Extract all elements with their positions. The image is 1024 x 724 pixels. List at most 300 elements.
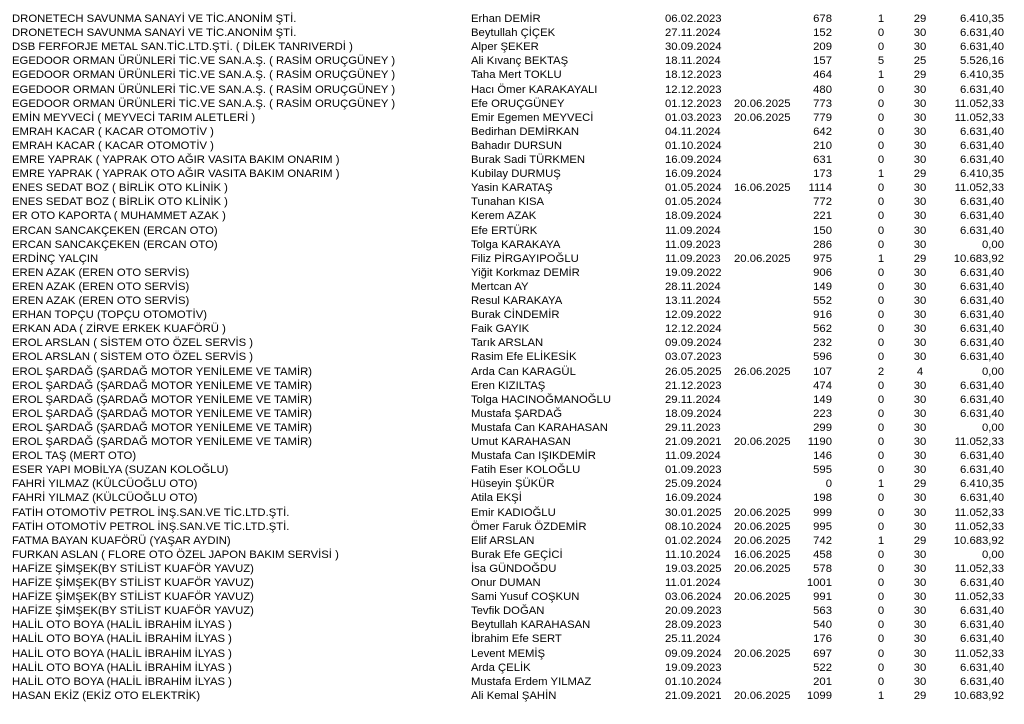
worked-days: 30 (913, 393, 927, 406)
start-date: 29.11.2023 (665, 421, 721, 434)
day-count: 552 (813, 295, 832, 307)
amount: 6.631,40 (960, 280, 1004, 293)
worked-days: 30 (913, 675, 927, 688)
day-count: 173 (813, 168, 832, 181)
day-count: 221 (813, 210, 832, 223)
end-date: 20.06.2025 (734, 591, 791, 604)
employee-name: Emir KADIOĞLU (471, 506, 556, 519)
employee-name: Burak Efe GEÇİCİ (471, 548, 563, 561)
table-row (0, 167, 1024, 181)
start-date: 03.06.2024 (665, 591, 722, 604)
amount: 5.526,16 (960, 55, 1004, 68)
start-date: 01.03.2023 (665, 111, 722, 124)
start-date: 19.09.2023 (665, 661, 722, 674)
employee-name: Mustafa Erdem YILMAZ (471, 675, 592, 688)
firm-name: DSB FERFORJE METAL SAN.TİC.LTD.ŞTİ. ( DİLEK TANRIVERDİ ) (12, 41, 353, 54)
firm-name: EREN AZAK (EREN OTO SERVİS) (12, 280, 190, 293)
day-count: 1190 (807, 436, 832, 448)
firm-name: EROL TAŞ (MERT OTO) (12, 450, 137, 463)
end-date: 20.06.2025 (734, 647, 791, 660)
day-count: 1001 (806, 577, 832, 589)
employee-name: Filiz PİRGAYIPOĞLU (471, 252, 579, 265)
table-row (0, 435, 1024, 449)
amount: 10.683,92 (953, 689, 1004, 702)
worked-days: 30 (913, 83, 927, 96)
firm-name: EROL ŞARDAĞ (ŞARDAĞ MOTOR YENİLEME VE TAMİR) (12, 421, 313, 434)
absence-days: 0 (877, 605, 885, 618)
end-date: 20.06.2025 (734, 506, 791, 519)
employee-name: Bahadır DURSUN (471, 139, 563, 152)
table-row (0, 280, 1024, 294)
day-count: 464 (813, 69, 832, 82)
firm-name: HAFİZE ŞİMŞEK(BY STİLİST KUAFÖR YAVUZ) (12, 577, 254, 589)
worked-days: 30 (913, 591, 927, 604)
day-count: 522 (813, 661, 832, 674)
firm-name: FURKAN ASLAN ( FLORE OTO ÖZEL JAPON BAKIM SERVİSİ ) (12, 548, 339, 561)
start-date: 03.07.2023 (665, 351, 722, 364)
absence-days: 0 (877, 464, 885, 477)
table-row (0, 604, 1024, 618)
employee-name: Mustafa ŞARDAĞ (471, 407, 563, 420)
start-date: 30.09.2024 (665, 41, 722, 54)
absence-days: 0 (877, 407, 885, 420)
amount: 6.631,40 (960, 577, 1004, 589)
day-count: 458 (813, 548, 832, 561)
amount: 6.631,40 (960, 619, 1004, 632)
start-date: 11.01.2024 (665, 577, 721, 589)
employee-name: Onur DUMAN (471, 577, 541, 589)
day-count: 1114 (808, 182, 832, 195)
worked-days: 30 (913, 266, 927, 279)
absence-days: 0 (877, 27, 885, 40)
firm-name: EMRE YAPRAK ( YAPRAK OTO AĞIR VASITA BAKIM ONARIM ) (12, 168, 340, 181)
worked-days: 30 (913, 27, 927, 40)
absence-days: 0 (877, 323, 885, 336)
absence-days: 1 (877, 69, 885, 82)
start-date: 21.12.2023 (665, 379, 722, 392)
worked-days: 30 (913, 379, 927, 392)
employee-name: Kubilay DURMUŞ (471, 168, 561, 181)
firm-name: ERDİNÇ YALÇIN (12, 252, 99, 265)
absence-days: 0 (877, 309, 885, 322)
day-count: 773 (813, 97, 832, 110)
start-date: 11.09.2024 (665, 224, 721, 237)
table-row (0, 477, 1024, 491)
start-date: 16.09.2024 (665, 168, 722, 181)
table-row (0, 449, 1024, 463)
table-row (0, 463, 1024, 477)
start-date: 04.11.2024 (665, 125, 721, 138)
day-count: 540 (813, 619, 832, 632)
employee-name: Yasin KARATAŞ (471, 182, 553, 195)
start-date: 25.09.2024 (665, 478, 722, 491)
amount: 6.631,40 (960, 309, 1004, 322)
start-date: 16.09.2024 (665, 492, 722, 505)
amount: 6.631,40 (960, 492, 1004, 505)
absence-days: 0 (877, 111, 885, 124)
end-date: 20.06.2025 (734, 111, 791, 124)
start-date: 25.11.2024 (665, 633, 721, 646)
start-date: 21.09.2021 (665, 436, 722, 448)
table-row (0, 224, 1024, 238)
table-row (0, 308, 1024, 322)
start-date: 26.05.2025 (665, 365, 722, 378)
firm-name: DRONETECH SAVUNMA SANAYİ VE TİC.ANONİM ŞTİ. (12, 27, 297, 40)
worked-days: 30 (913, 464, 927, 477)
end-date: 20.06.2025 (734, 436, 791, 448)
firm-name: FAHRİ YILMAZ (KÜLCÜOĞLU OTO) (12, 478, 198, 491)
start-date: 12.09.2022 (665, 309, 722, 322)
amount: 11.052,33 (954, 647, 1004, 660)
worked-days: 4 (916, 365, 924, 378)
firm-name: EMRAH KACAR ( KACAR OTOMOTİV ) (12, 125, 214, 138)
day-count: 209 (813, 41, 832, 54)
day-count: 906 (813, 266, 832, 279)
employee-name: Burak Sadi TÜRKMEN (471, 154, 586, 166)
amount: 6.631,40 (960, 154, 1004, 166)
day-count: 772 (813, 196, 832, 209)
amount: 6.631,40 (960, 605, 1004, 618)
absence-days: 0 (877, 520, 885, 533)
employee-name: Mustafa Can KARAHASAN (471, 421, 608, 434)
firm-name: ERCAN SANCAKÇEKEN (ERCAN OTO) (12, 224, 218, 237)
worked-days: 30 (913, 111, 927, 124)
amount: 11.052,33 (954, 520, 1004, 533)
worked-days: 30 (913, 548, 927, 561)
day-count: 578 (813, 562, 832, 575)
employee-name: Ali Kemal ŞAHİN (471, 689, 557, 702)
start-date: 01.05.2024 (665, 182, 722, 195)
absence-days: 2 (877, 365, 885, 378)
amount: 10.683,92 (953, 534, 1004, 547)
employee-name: Ali Kıvanç BEKTAŞ (471, 55, 569, 68)
firm-name: ENES SEDAT BOZ ( BİRLİK OTO KLİNİK ) (12, 182, 228, 195)
end-date: 20.06.2025 (734, 534, 791, 547)
worked-days: 30 (913, 280, 927, 293)
employee-name: Mustafa Can IŞIKDEMİR (471, 450, 596, 463)
worked-days: 29 (913, 689, 927, 702)
absence-days: 0 (877, 591, 885, 604)
amount: 0,00 (982, 365, 1004, 378)
worked-days: 30 (913, 224, 927, 237)
table-row (0, 139, 1024, 153)
start-date: 28.09.2023 (665, 619, 722, 632)
day-count: 146 (813, 450, 832, 463)
worked-days: 30 (913, 323, 927, 336)
employee-name: Ömer Faruk ÖZDEMİR (471, 520, 587, 533)
table-row (0, 407, 1024, 421)
start-date: 13.11.2024 (665, 295, 721, 307)
table-row (0, 336, 1024, 350)
firm-name: ERCAN SANCAKÇEKEN (ERCAN OTO) (12, 238, 218, 251)
firm-name: HAFİZE ŞİMŞEK(BY STİLİST KUAFÖR YAVUZ) (12, 562, 254, 575)
amount: 6.631,40 (960, 125, 1004, 138)
absence-days: 0 (877, 295, 885, 307)
table-row (0, 491, 1024, 505)
amount: 11.052,33 (954, 182, 1004, 195)
table-row (0, 421, 1024, 435)
employee-name: Atila EKŞİ (471, 492, 522, 505)
day-count: 563 (813, 605, 832, 618)
end-date: 20.06.2025 (734, 252, 791, 265)
table-row (0, 675, 1024, 689)
firm-name: HALİL OTO BOYA (HALİL İBRAHİM İLYAS ) (12, 619, 232, 632)
start-date: 12.12.2024 (665, 323, 722, 336)
day-count: 198 (813, 492, 832, 505)
worked-days: 30 (913, 407, 927, 420)
firm-name: EROL ŞARDAĞ (ŞARDAĞ MOTOR YENİLEME VE TAMİR) (12, 379, 313, 392)
day-count: 742 (813, 534, 832, 547)
start-date: 01.02.2024 (665, 534, 722, 547)
start-date: 06.02.2023 (665, 13, 722, 25)
end-date: 20.06.2025 (734, 520, 791, 533)
amount: 0,00 (982, 421, 1004, 434)
employee-name: Efe ORUÇGÜNEY (471, 97, 565, 110)
absence-days: 0 (877, 562, 885, 575)
day-count: 642 (813, 125, 832, 138)
amount: 0,00 (982, 548, 1004, 561)
end-date: 20.06.2025 (734, 689, 791, 702)
amount: 6.410,35 (960, 69, 1004, 82)
employee-name: Elif ARSLAN (471, 534, 535, 547)
employee-name: Erhan DEMİR (471, 13, 541, 25)
absence-days: 0 (877, 421, 885, 434)
day-count: 631 (813, 154, 832, 166)
table-row (0, 647, 1024, 661)
absence-days: 0 (877, 450, 885, 463)
absence-days: 1 (877, 252, 885, 265)
employee-name: Tolga HACINOĞMANOĞLU (471, 393, 611, 406)
day-count: 999 (813, 506, 832, 519)
absence-days: 0 (877, 548, 885, 561)
absence-days: 0 (877, 633, 885, 646)
firm-name: EREN AZAK (EREN OTO SERVİS) (12, 266, 190, 279)
worked-days: 30 (913, 97, 927, 110)
end-date: 20.06.2025 (734, 562, 791, 575)
employee-name: Sami Yusuf COŞKUN (471, 591, 580, 604)
firm-name: EROL ŞARDAĞ (ŞARDAĞ MOTOR YENİLEME VE TAMİR) (12, 365, 313, 378)
day-count: 596 (813, 351, 832, 364)
amount: 6.631,40 (960, 41, 1004, 54)
start-date: 11.09.2023 (665, 238, 721, 251)
worked-days: 30 (913, 295, 927, 307)
amount: 0,00 (982, 238, 1004, 251)
firm-name: FATMA BAYAN KUAFÖRÜ (YAŞAR AYDIN) (12, 534, 231, 547)
day-count: 1099 (806, 689, 832, 702)
amount: 10.683,92 (953, 252, 1004, 265)
employee-name: Tarık ARSLAN (471, 337, 544, 350)
amount: 6.631,40 (960, 464, 1004, 477)
absence-days: 0 (877, 83, 885, 96)
amount: 6.631,40 (960, 407, 1004, 420)
firm-name: EROL ARSLAN ( SİSTEM OTO ÖZEL SERVİS ) (12, 351, 254, 364)
table-row (0, 576, 1024, 590)
start-date: 16.09.2024 (665, 154, 722, 166)
worked-days: 30 (913, 309, 927, 322)
worked-days: 30 (913, 619, 927, 632)
amount: 6.631,40 (960, 393, 1004, 406)
absence-days: 0 (877, 351, 885, 364)
amount: 6.631,40 (960, 295, 1004, 307)
day-count: 0 (825, 478, 832, 491)
absence-days: 0 (877, 379, 885, 392)
table-row (0, 350, 1024, 364)
employee-name: Taha Mert TOKLU (471, 69, 562, 82)
absence-days: 0 (877, 41, 885, 54)
firm-name: HALİL OTO BOYA (HALİL İBRAHİM İLYAS ) (12, 633, 232, 646)
employee-name: Tevfik DOĞAN (471, 605, 545, 618)
start-date: 20.09.2023 (665, 605, 722, 618)
table-row (0, 209, 1024, 223)
table-row (0, 294, 1024, 308)
start-date: 18.12.2023 (665, 69, 722, 82)
end-date: 26.06.2025 (734, 365, 791, 378)
start-date: 11.09.2024 (665, 450, 721, 463)
amount: 6.631,40 (960, 139, 1004, 152)
employee-name: Fatih Eser KOLOĞLU (471, 464, 581, 477)
firm-name: EMRE YAPRAK ( YAPRAK OTO AĞIR VASITA BAKIM ONARIM ) (12, 154, 340, 166)
table-row (0, 68, 1024, 82)
employee-name: Beytullah ÇİÇEK (471, 27, 556, 40)
firm-name: HASAN EKİZ (EKİZ OTO ELEKTRİK) (12, 689, 201, 702)
firm-name: HAFİZE ŞİMŞEK(BY STİLİST KUAFÖR YAVUZ) (12, 591, 254, 604)
employee-name: İbrahim Efe SERT (471, 633, 562, 646)
table-row (0, 548, 1024, 562)
table-row (0, 54, 1024, 68)
worked-days: 29 (913, 69, 927, 82)
table-row (0, 393, 1024, 407)
worked-days: 30 (913, 506, 927, 519)
table-row (0, 661, 1024, 675)
table-row (0, 689, 1024, 703)
absence-days: 0 (877, 661, 885, 674)
amount: 6.631,40 (960, 450, 1004, 463)
start-date: 09.09.2024 (665, 337, 722, 350)
end-date: 16.06.2025 (734, 548, 791, 561)
absence-days: 0 (877, 154, 885, 166)
day-count: 678 (813, 13, 832, 25)
worked-days: 29 (913, 168, 927, 181)
worked-days: 29 (913, 534, 927, 547)
worked-days: 30 (913, 520, 927, 533)
employee-name: Levent MEMİŞ (471, 647, 546, 660)
worked-days: 30 (913, 450, 927, 463)
day-count: 286 (813, 238, 832, 251)
table-row (0, 506, 1024, 520)
absence-days: 0 (877, 280, 885, 293)
firm-name: ENES SEDAT BOZ ( BİRLİK OTO KLİNİK ) (12, 196, 228, 209)
day-count: 152 (813, 27, 832, 40)
firm-name: HAFİZE ŞİMŞEK(BY STİLİST KUAFÖR YAVUZ) (12, 605, 254, 618)
table-row (0, 322, 1024, 336)
amount: 6.410,35 (960, 478, 1004, 491)
absence-days: 0 (877, 139, 885, 152)
worked-days: 30 (913, 562, 927, 575)
start-date: 01.05.2024 (665, 196, 722, 209)
start-date: 11.10.2024 (665, 548, 721, 561)
absence-days: 0 (877, 266, 885, 279)
firm-name: EGEDOOR ORMAN ÜRÜNLERİ TİC.VE SAN.A.Ş. ( RASİM ORUÇGÜNEY ) (12, 55, 396, 68)
table-row (0, 520, 1024, 534)
employee-name: Alper ŞEKER (471, 41, 539, 54)
start-date: 01.10.2024 (665, 139, 722, 152)
employee-name: Resul KARAKAYA (471, 295, 563, 307)
firm-name: EROL ŞARDAĞ (ŞARDAĞ MOTOR YENİLEME VE TAMİR) (12, 436, 313, 448)
firm-name: EREN AZAK (EREN OTO SERVİS) (12, 295, 190, 307)
absence-days: 0 (877, 619, 885, 632)
day-count: 176 (813, 633, 832, 646)
worked-days: 30 (913, 41, 927, 54)
amount: 6.631,40 (960, 351, 1004, 364)
absence-days: 1 (877, 534, 885, 547)
firm-name: DRONETECH SAVUNMA SANAYİ VE TİC.ANONİM ŞTİ. (12, 13, 297, 25)
start-date: 19.09.2022 (665, 266, 722, 279)
employee-name: Eren KIZILTAŞ (471, 379, 546, 392)
table-row (0, 125, 1024, 139)
amount: 6.631,40 (960, 27, 1004, 40)
employee-name: Arda Can KARAGÜL (471, 365, 576, 378)
employee-name: Yiğit Korkmaz DEMİR (471, 266, 580, 279)
day-count: 991 (813, 591, 832, 604)
employee-name: İsa GÜNDOĞDU (471, 562, 557, 575)
employee-name: Rasim Efe ELİKESİK (471, 351, 577, 364)
amount: 11.052,33 (954, 111, 1004, 124)
table-row (0, 365, 1024, 379)
amount: 6.631,40 (960, 633, 1004, 646)
firm-name: EGEDOOR ORMAN ÜRÜNLERİ TİC.VE SAN.A.Ş. ( RASİM ORUÇGÜNEY ) (12, 69, 396, 82)
absence-days: 0 (877, 97, 885, 110)
day-count: 149 (813, 280, 832, 293)
day-count: 595 (813, 464, 832, 477)
amount: 6.631,40 (960, 337, 1004, 350)
employee-name: Mertcan AY (471, 280, 529, 293)
worked-days: 30 (913, 210, 927, 223)
firm-name: ERHAN TOPÇU (TOPÇU OTOMOTİV) (12, 309, 207, 322)
absence-days: 1 (877, 689, 885, 702)
absence-days: 0 (877, 492, 885, 505)
amount: 6.631,40 (960, 379, 1004, 392)
employee-name: Kerem AZAK (471, 210, 537, 223)
start-date: 11.09.2023 (665, 252, 721, 265)
day-count: 232 (813, 337, 832, 350)
worked-days: 30 (913, 182, 927, 195)
table-row (0, 195, 1024, 209)
table-row (0, 97, 1024, 111)
absence-days: 0 (877, 506, 885, 519)
worked-days: 30 (913, 633, 927, 646)
start-date: 28.11.2024 (665, 280, 721, 293)
worked-days: 30 (913, 421, 927, 434)
absence-days: 0 (877, 125, 885, 138)
day-count: 562 (813, 323, 832, 336)
table-row (0, 26, 1024, 40)
amount: 11.052,33 (954, 97, 1004, 110)
start-date: 29.11.2024 (665, 393, 721, 406)
firm-name: ER OTO KAPORTA ( MUHAMMET AZAK ) (12, 210, 226, 223)
table-row (0, 379, 1024, 393)
day-count: 201 (813, 675, 832, 688)
worked-days: 30 (913, 661, 927, 674)
absence-days: 0 (877, 436, 885, 448)
worked-days: 30 (913, 605, 927, 618)
worked-days: 30 (913, 351, 927, 364)
table-row (0, 534, 1024, 548)
amount: 6.410,35 (960, 168, 1004, 181)
table-row (0, 252, 1024, 266)
worked-days: 30 (913, 577, 927, 589)
amount: 11.052,33 (954, 591, 1004, 604)
worked-days: 30 (913, 492, 927, 505)
